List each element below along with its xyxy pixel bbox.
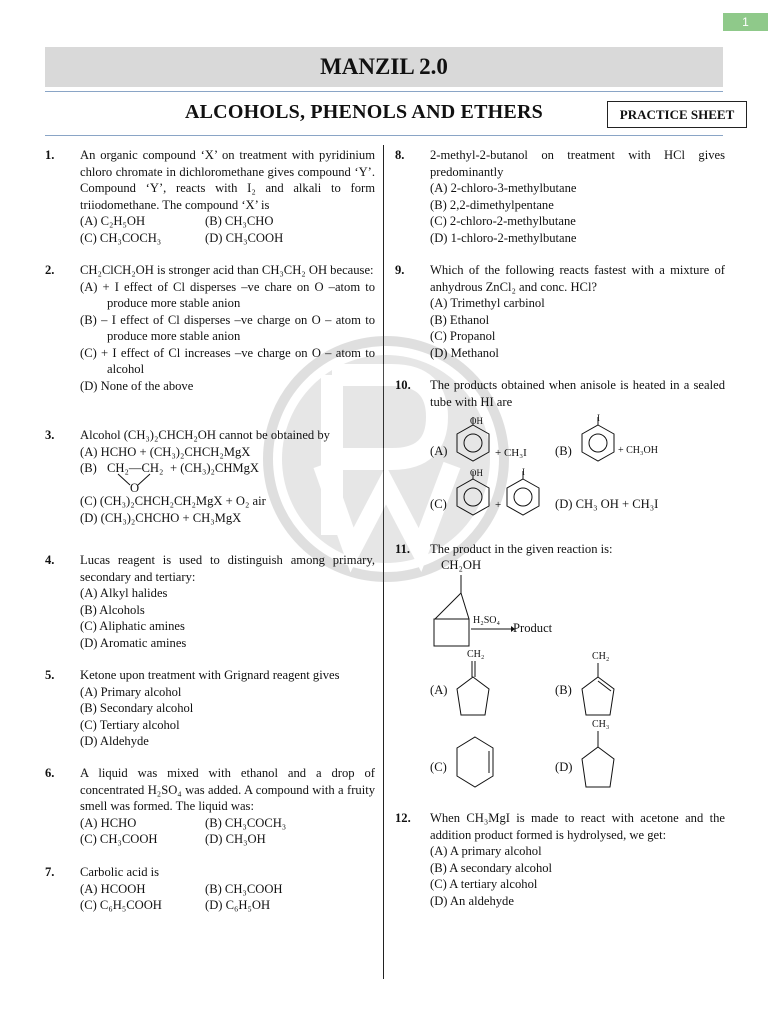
question-number: 12. [395, 811, 411, 825]
question-text: Which of the following reacts fastest with a mixture of anhydrous ZnCl₂ and conc. HCl? [430, 263, 725, 294]
grignard-reagent: + (CH₃)₂CHMgX [170, 461, 259, 475]
question-number: 7. [45, 865, 55, 879]
option-a-label: (A) [430, 683, 448, 697]
ch2oh-label: CH₂OH [441, 558, 482, 572]
option-d: (D) Aromatic amines [80, 635, 187, 650]
oh-label: OH [470, 468, 483, 478]
question-number: 10. [395, 378, 411, 392]
option-c: (C) A tertiary alcohol [430, 877, 538, 891]
question-text: Lucas reagent is used to distinguish among primary, secondary and tertiary: [80, 553, 375, 584]
option-b-label: (B) [555, 683, 572, 697]
option-c: (C) CH₃COCH₃ [80, 230, 162, 245]
option-b: (B) – I effect of Cl disperses –ve charge on O – atom to produce more stable anion [80, 312, 375, 343]
product-label: Product [513, 621, 553, 635]
option-a: (A) + I effect of Cl disperses –ve chare on O –atom to produce more stable anion [80, 279, 375, 310]
option-a-products: + CH₃I [495, 447, 527, 459]
option-a: (A) Primary alcohol [80, 684, 182, 699]
methylcyclopentane-structure [580, 729, 620, 791]
question-number: 9. [395, 263, 405, 277]
option-c-label: (C) [430, 760, 447, 774]
ch2-label: CH₂ [592, 651, 610, 662]
option-b: (B) Ethanol [430, 312, 490, 327]
option-b [80, 460, 375, 493]
methylenecyclopentane-structure [455, 659, 495, 719]
option-d: (D) None of the above [80, 378, 194, 393]
option-b-products: + CH₃OH [618, 445, 658, 456]
option-a: (A) C₂H₅OH [80, 214, 146, 228]
option-b: (B) Secondary alcohol [80, 701, 194, 715]
plus-sign: + [495, 499, 502, 511]
option-d: (D) C₆H₅OH [205, 898, 271, 912]
option-c: (C) Propanol [430, 329, 496, 343]
option-a: (A) Trimethyl carbinol [430, 296, 545, 310]
question-text: 2-methyl-2-butanol on treatment with HCl gives predominantly [430, 148, 725, 179]
epoxide-ring-label: CH₂—CH₂ [107, 461, 164, 475]
question-text: An organic compound ‘X’ on treatment with pyridinium chloro chromate in dichloromethane gives compound ‘Y’. Compound ‘Y’, reacts with I₂ and alkali to form triiodomethane. The compound ‘X’ is [80, 148, 375, 212]
option-c: (C) Aliphatic amines [80, 619, 185, 633]
option-b: (B) CH₃CHO [205, 214, 274, 228]
question-text: The product in the given reaction is: [430, 542, 613, 556]
divider [45, 135, 723, 136]
question-number: 8. [395, 148, 405, 162]
option-b: (B) Alcohols [80, 602, 145, 617]
practice-sheet-tag: PRACTICE SHEET [607, 101, 747, 128]
question-number: 11. [395, 542, 411, 556]
option-c: (C) + I effect of Cl increases –ve charge on O – atom to alcohol [80, 345, 375, 376]
option-a: (A) HCHO [80, 815, 137, 830]
option-a: (A) HCOOH [80, 881, 146, 896]
option-d: (D) An aldehyde [430, 893, 514, 908]
iodine-label: I [597, 413, 600, 423]
option-label: (B) [80, 461, 97, 475]
question-text: Carbolic acid is [80, 865, 160, 879]
question-text: Ketone upon treatment with Grignard reagent gives [80, 668, 340, 682]
question-number: 6. [45, 766, 55, 780]
question-10 [395, 377, 725, 527]
option-c: (C) C₆H₅COOH [80, 898, 162, 912]
option-b: (B) CH₃COOH [205, 881, 283, 896]
question-11 [395, 541, 725, 786]
option-c: (C) Tertiary alcohol [80, 717, 180, 732]
oh-label: OH [470, 416, 483, 426]
option-d: (D) CH₃COOH [205, 230, 284, 245]
question-number: 1. [45, 148, 55, 162]
option-b: (B) A secondary alcohol [430, 860, 553, 875]
option-d: (D) Methanol [430, 345, 499, 360]
option-a: (A) Alkyl halides [80, 586, 168, 600]
reagent-label: H₂SO₄ [473, 615, 500, 626]
reaction-arrow [471, 625, 515, 633]
cyclobutyl-methanol-structure [429, 573, 479, 649]
question-text: CH₂ClCH₂OH is stronger acid than CH₃CH₂ OH because: [80, 263, 374, 277]
sheet-subtitle: ALCOHOLS, PHENOLS AND ETHERS [185, 101, 543, 123]
option-c: (C) (CH₃)₂CHCH₂CH₂MgX + O₂ air [80, 494, 266, 508]
question-number: 2. [45, 263, 55, 277]
question-text: Alcohol (CH₃)₂CHCH₂OH cannot be obtained by [80, 428, 330, 442]
option-d: (D) 1-chloro-2-methylbutane [430, 230, 577, 245]
methylcyclopentene-structure [580, 661, 620, 721]
iodobenzene-structure [503, 467, 547, 521]
option-b: (B) 2,2-dimethylpentane [430, 197, 554, 212]
iodine-label: I [522, 467, 525, 477]
option-d: (D) CH₃OH [205, 832, 266, 846]
option-c: (C) CH₃COOH [80, 832, 158, 846]
ch3-label: CH₃ [592, 719, 610, 730]
option-d: (D) Aldehyde [80, 734, 149, 748]
option-a: (A) HCHO + (CH₃)₂CHCH₂MgX [80, 444, 251, 459]
ch2-label: CH₂ [467, 649, 485, 660]
cyclohexene-structure [455, 735, 499, 793]
iodobenzene-structure [578, 413, 622, 467]
option-a: (A) 2-chloro-3-methylbutane [430, 181, 577, 195]
divider [45, 91, 723, 92]
question-text: When CH₃MgI is made to react with acetone and the addition product formed is hydrolysed, we get: [430, 811, 725, 842]
question-number: 4. [45, 553, 55, 567]
option-d: (D) CH₃ OH + CH₃I [555, 497, 659, 511]
question-number: 5. [45, 668, 55, 682]
banner-title: MANZIL 2.0 [45, 47, 723, 87]
question-text: A liquid was mixed with ethanol and a drop of concentrated H₂SO₄ was added. A compound with a fruity smell was formed. The liquid was: [80, 766, 375, 813]
option-b: (B) CH₃COCH₃ [205, 815, 287, 830]
question-text: The products obtained when anisole is heated in a sealed tube with HI are [430, 378, 725, 409]
option-d: (D) (CH₃)₂CHCHO + CH₃MgX [80, 510, 242, 525]
page-number-badge: 1 [723, 13, 768, 31]
question-number: 3. [45, 428, 55, 442]
option-a-label: (A) [430, 444, 448, 458]
option-c: (C) 2-chloro-2-methylbutane [430, 214, 576, 228]
option-b-label: (B) [555, 444, 572, 458]
option-c-label: (C) [430, 497, 447, 511]
option-a: (A) A primary alcohol [430, 844, 542, 858]
option-d-label: (D) [555, 760, 573, 774]
epoxide-oxygen: O [130, 481, 140, 495]
